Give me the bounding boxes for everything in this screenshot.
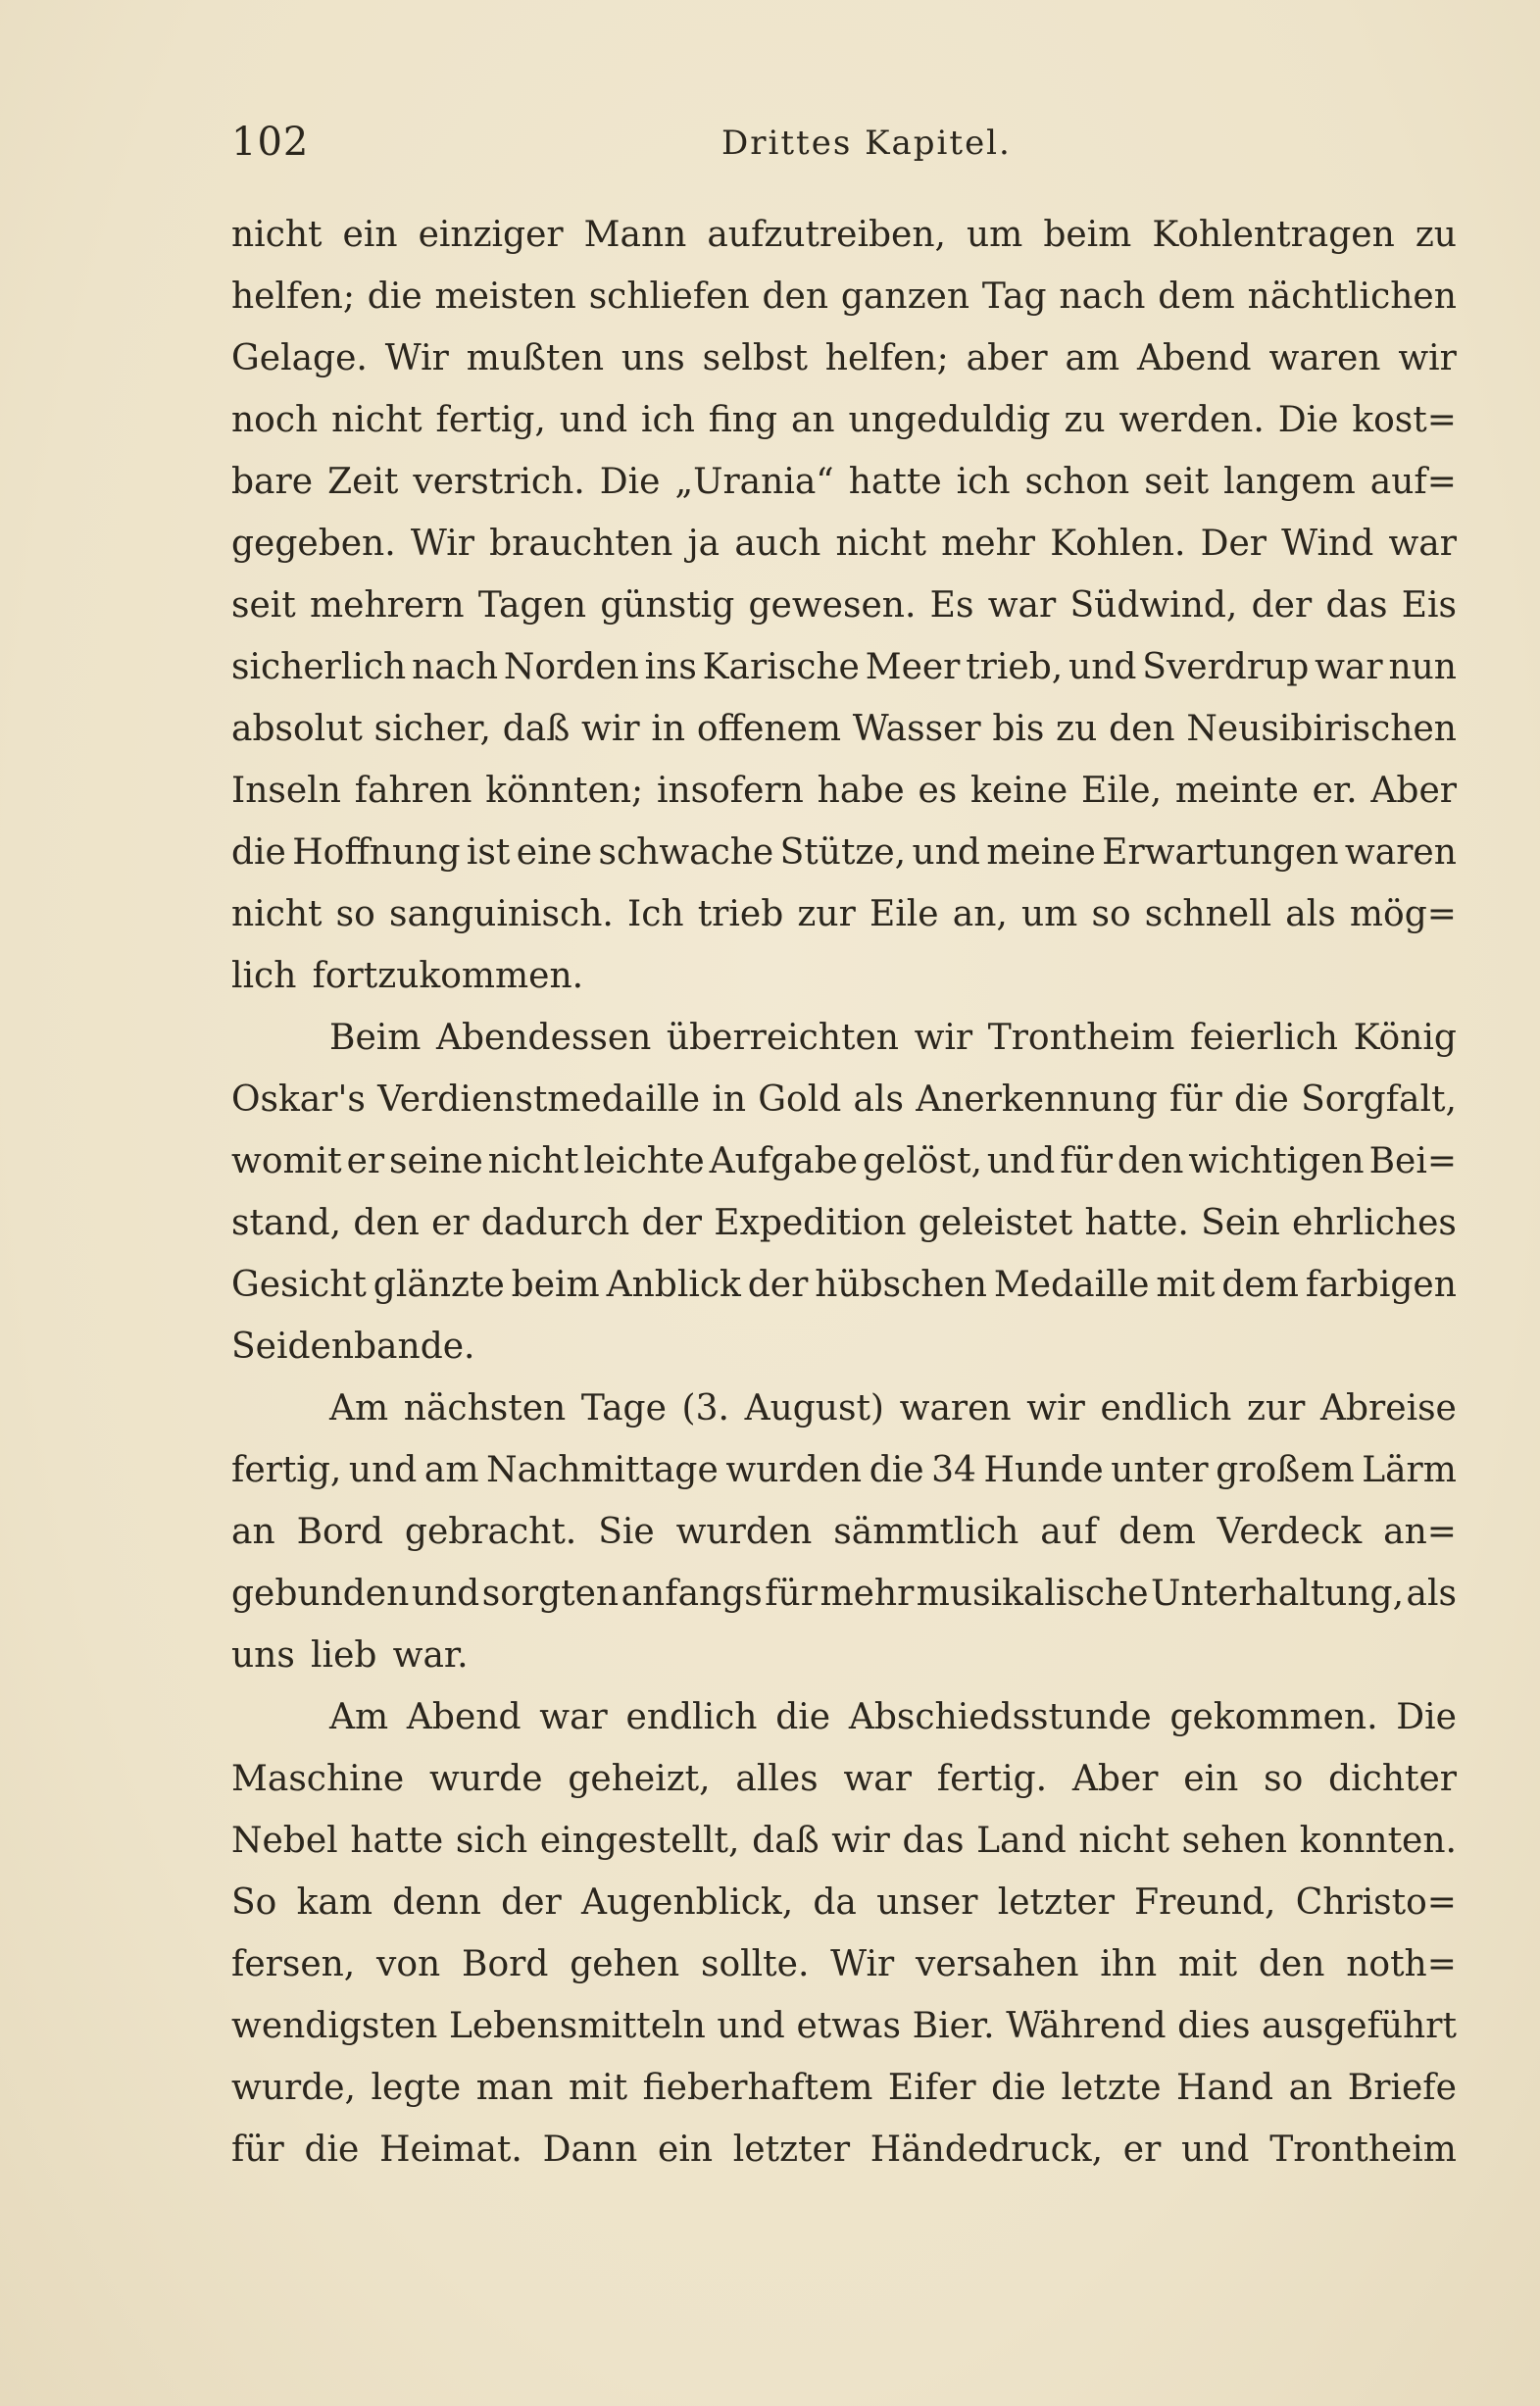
text-line: Gelage. Wir mußten uns selbst helfen; aber am Abend waren wir — [231, 338, 1457, 378]
text-line: lich fortzukommen. — [231, 956, 584, 996]
text-line: seit mehrern Tagen günstig gewesen. Es war Südwind, der das Eis — [231, 585, 1457, 626]
text-line: bare Zeit verstrich. Die „Urania“ hatte ich schon seit langem auf= — [231, 462, 1457, 502]
text-line: Am Abend war endlich die Abschiedsstunde gekommen. Die — [329, 1697, 1457, 1737]
text-line: die Hoffnung ist eine schwache Stütze, und meine Erwartungen waren — [231, 832, 1457, 873]
text-line: So kam denn der Augenblick, da unser letzter Freund, Christo= — [231, 1882, 1457, 1923]
text-line: Nebel hatte sich eingestellt, daß wir das Land nicht sehen konnten. — [231, 1821, 1457, 1861]
text-line: Seidenbande. — [231, 1327, 475, 1367]
text-line: gebunden und sorgten anfangs für mehr musikalische Unterhaltung, als — [231, 1574, 1457, 1614]
text-line: absolut sicher, daß wir in offenem Wasser bis zu den Neusibirischen — [231, 709, 1457, 749]
page-header — [231, 120, 1452, 169]
page-number: 102 — [231, 120, 310, 165]
body-text — [231, 204, 1457, 2180]
text-line: wendigsten Lebensmitteln und etwas Bier. Während dies ausgeführt — [231, 2006, 1457, 2046]
text-line: Maschine wurde geheizt, alles war fertig. Aber ein so dichter — [231, 1759, 1457, 1799]
text-line: fersen, von Bord gehen sollte. Wir versahen ihn mit den noth= — [231, 1944, 1457, 1984]
running-head: Drittes Kapitel. — [721, 124, 1012, 163]
text-line: Oskar's Verdienstmedaille in Gold als Anerkennung für die Sorgfalt, — [231, 1079, 1457, 1120]
text-line: Beim Abendessen überreichten wir Trontheim feierlich König — [329, 1018, 1457, 1058]
text-line: Am nächsten Tage (3. August) waren wir endlich zur Abreise — [329, 1388, 1457, 1429]
text-line: gegeben. Wir brauchten ja auch nicht mehr Kohlen. Der Wind war — [231, 524, 1457, 564]
text-line: an Bord gebracht. Sie wurden sämmtlich auf dem Verdeck an= — [231, 1512, 1457, 1552]
text-line: helfen; die meisten schliefen den ganzen Tag nach dem nächtlichen — [231, 276, 1457, 317]
text-line: uns lieb war. — [231, 1635, 469, 1676]
text-line: sicherlich nach Norden ins Karische Meer trieb, und Sverdrup war nun — [231, 647, 1457, 687]
text-line: fertig, und am Nachmittage wurden die 34 Hunde unter großem Lärm — [231, 1450, 1457, 1490]
text-line: nicht ein einziger Mann aufzutreiben, um beim Kohlentragen zu — [231, 215, 1457, 255]
text-line: Gesicht glänzte beim Anblick der hübschen Medaille mit dem farbigen — [231, 1265, 1457, 1305]
text-line: noch nicht fertig, und ich fing an ungeduldig zu werden. Die kost= — [231, 400, 1457, 440]
text-line: für die Heimat. Dann ein letzter Händedruck, er und Trontheim — [231, 2130, 1457, 2170]
text-line: nicht so sanguinisch. Ich trieb zur Eile an, um so schnell als mög= — [231, 894, 1457, 934]
text-line: Inseln fahren könnten; insofern habe es keine Eile, meinte er. Aber — [231, 771, 1457, 811]
text-line: wurde, legte man mit fieberhaftem Eifer die letzte Hand an Briefe — [231, 2068, 1457, 2108]
text-line: stand, den er dadurch der Expedition geleistet hatte. Sein ehrliches — [231, 1203, 1457, 1243]
text-line: womit er seine nicht leichte Aufgabe gelöst, und für den wichtigen Bei= — [231, 1141, 1457, 1181]
